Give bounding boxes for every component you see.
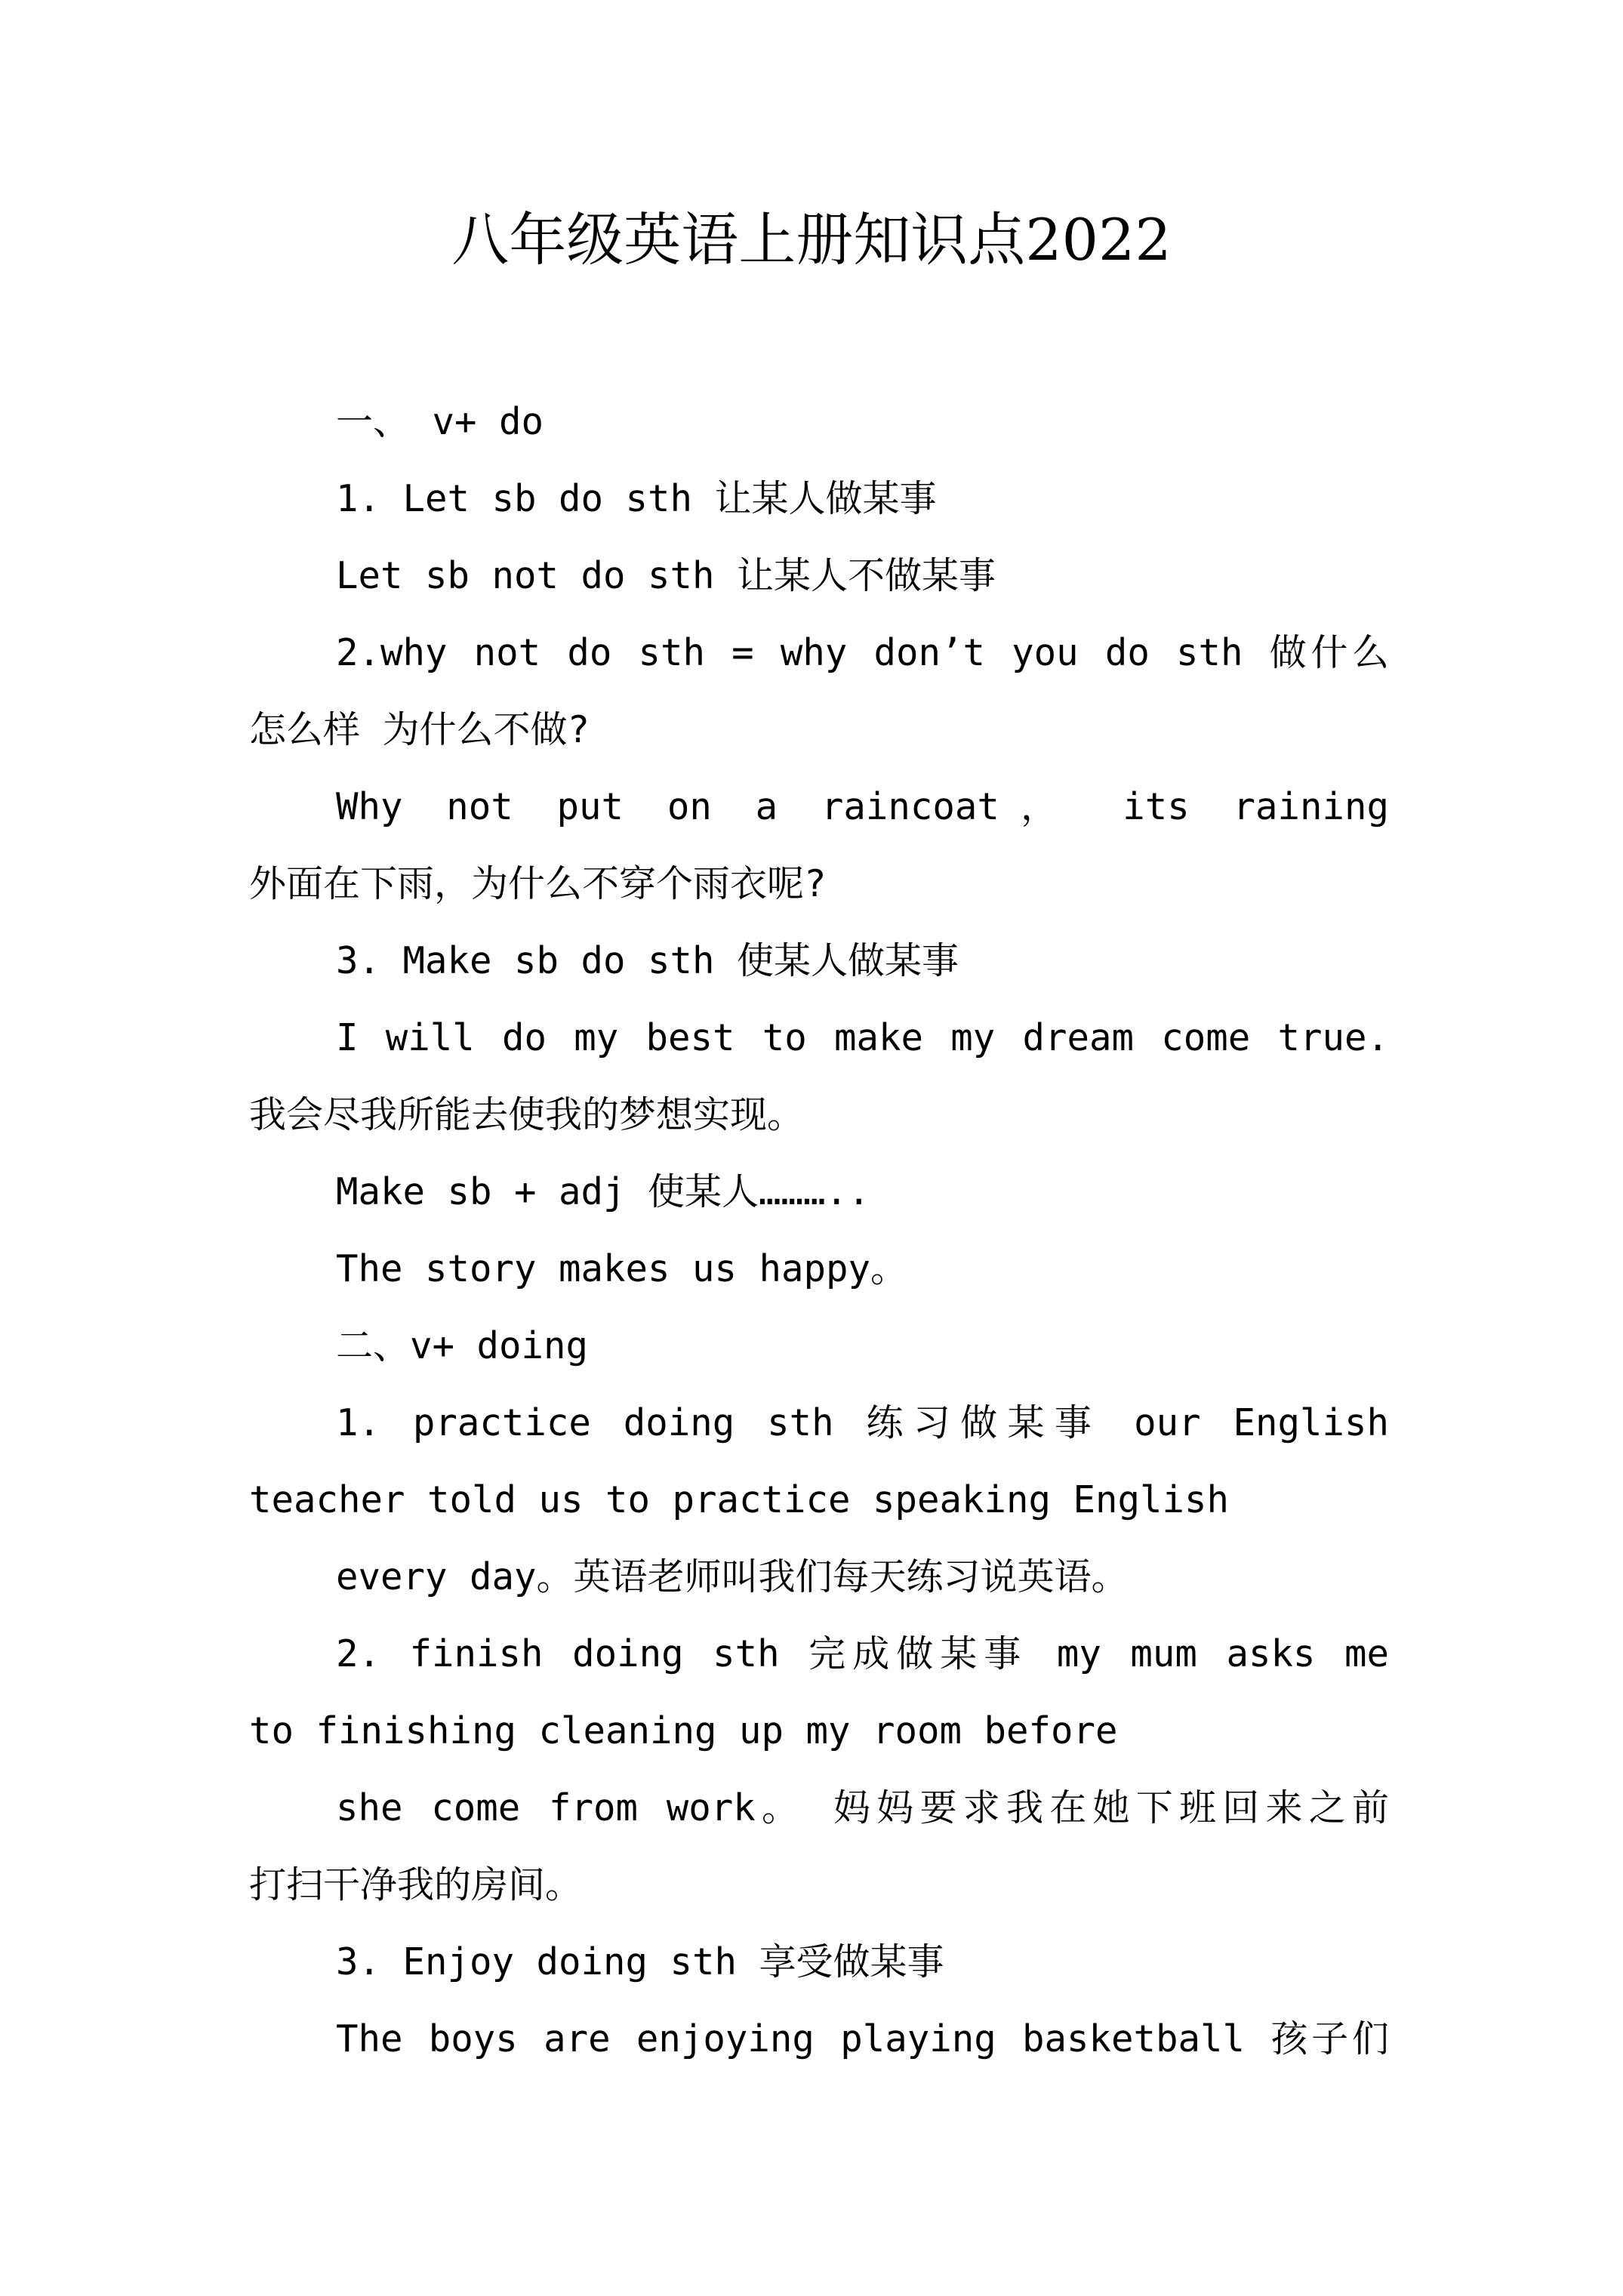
section-heading-v-do: 一、 v+ do [336, 400, 544, 443]
text-line: 1. practice doing sth 练习做某事 our English [336, 1401, 1389, 1444]
text-line: 怎么样 为什么不做? [249, 708, 590, 751]
text-line: The story makes us happy。 [336, 1247, 908, 1290]
text-line: Why not put on a raincoat， its raining [336, 785, 1389, 828]
text-line: 打扫干净我的房间。 [249, 1863, 583, 1906]
text-line: I will do my best to make my dream come true. [336, 1016, 1389, 1059]
text-line: 1. Let sb do sth 让某人做某事 [336, 477, 937, 520]
text-line: she come from work。 妈妈要求我在她下班回来之前 [336, 1786, 1389, 1829]
section-heading-v-doing: 二、v+ doing [336, 1324, 589, 1367]
text-line: The boys are enjoying playing basketball 孩子们 [336, 2017, 1389, 2060]
text-line: 2. finish doing sth 完成做某事 my mum asks me [336, 1632, 1389, 1675]
text-line: every day。英语老师叫我们每天练习说英语。 [336, 1555, 1129, 1598]
text-line: 2.why not do sth = why don’t you do sth 做什么 [336, 631, 1389, 674]
document-title: 八年级英语上册知识点2022 [451, 206, 1172, 273]
text-line: 外面在下雨，为什么不穿个雨衣呢? [249, 862, 827, 905]
text-line: Let sb not do sth 让某人不做某事 [336, 554, 996, 597]
text-line: 3. Enjoy doing sth 享受做某事 [336, 1940, 944, 1983]
text-line: Make sb + adj 使某人……….. [336, 1170, 870, 1213]
text-line: 3. Make sb do sth 使某人做某事 [336, 939, 959, 982]
text-line: to finishing cleaning up my room before [249, 1709, 1118, 1752]
text-line: teacher told us to practice speaking English [249, 1478, 1230, 1521]
text-line: 我会尽我所能去使我的梦想实现。 [249, 1093, 805, 1136]
document-body [249, 384, 1389, 2078]
